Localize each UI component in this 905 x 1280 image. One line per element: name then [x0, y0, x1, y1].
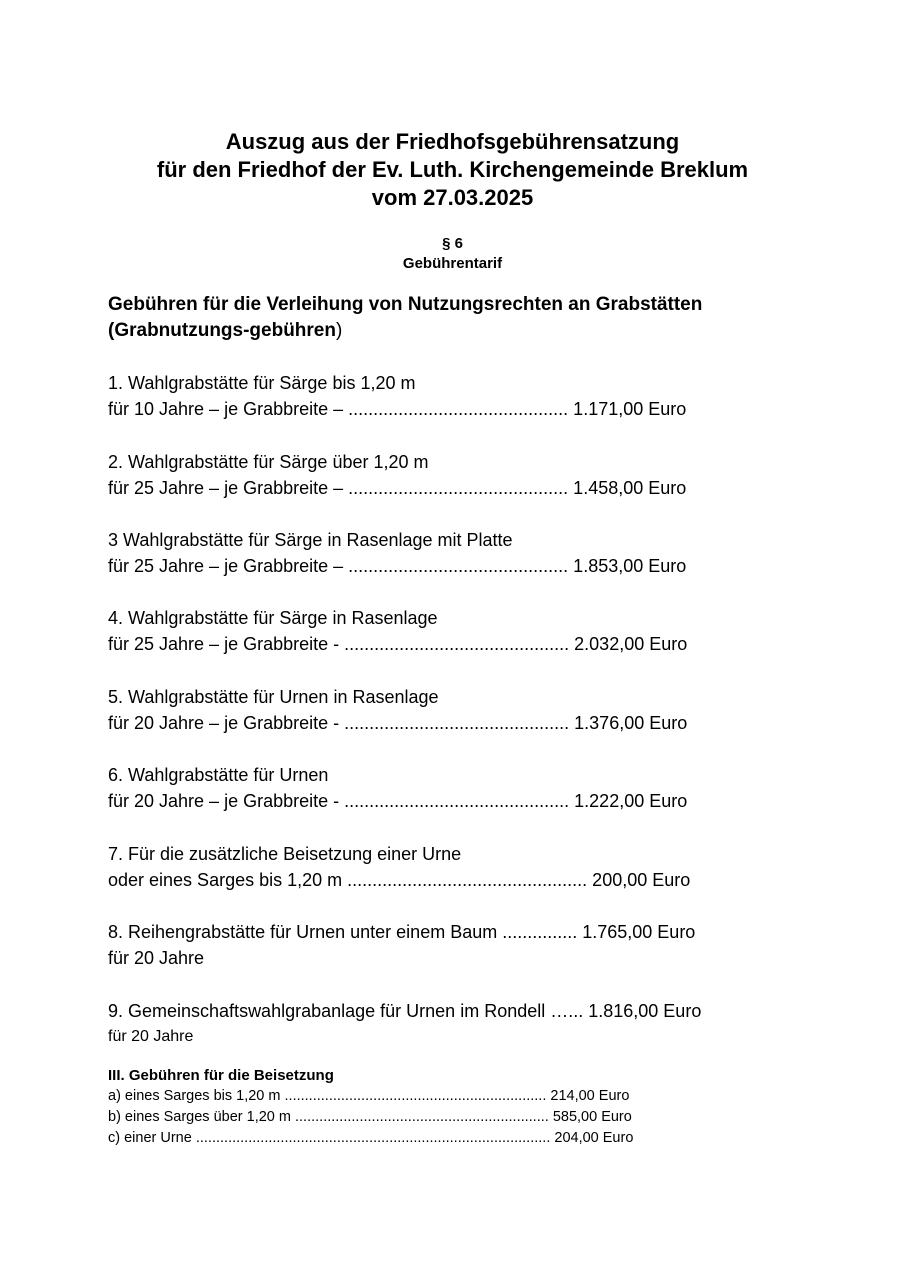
heading-line-2-text: (Grabnutzungs-gebühren	[108, 320, 336, 341]
fee-item-1	[108, 370, 798, 422]
heading-line-1: Gebühren für die Verleihung von Nutzungsrechten an Grabstätten	[108, 294, 703, 315]
burial-fees-title: III. Gebühren für die Beisetzung	[108, 1067, 334, 1084]
section-number: § 6	[442, 235, 463, 252]
fee-item-price-line: für 20 Jahre – je Grabbreite - ............................................. 1.222,00 Euro	[108, 791, 688, 811]
title-line-1: Auszug aus der Friedhofsgebührensatzung	[225, 129, 680, 154]
section-name: Gebührentarif	[402, 255, 503, 272]
fee-item-description: 7. Für die zusätzliche Beisetzung einer Urne	[108, 844, 462, 864]
section-header	[0, 234, 905, 274]
fee-item-price-line: für 20 Jahre – je Grabbreite - ............................................. 1.376,00 Euro	[108, 713, 688, 733]
heading-line-2	[108, 318, 808, 344]
fees-heading	[108, 292, 808, 344]
fee-item-8	[108, 919, 798, 971]
fee-item-3	[108, 527, 798, 579]
fee-item-description: 3 Wahlgrabstätte für Särge in Rasenlage mit Platte	[108, 530, 513, 550]
fee-item-5	[108, 684, 798, 736]
title-line-3: vom 27.03.2025	[371, 185, 534, 210]
fee-item-description: 2. Wahlgrabstätte für Särge über 1,20 m	[108, 452, 429, 472]
fee-item-duration: für 20 Jahre	[108, 1028, 194, 1045]
fee-item-description: 4. Wahlgrabstätte für Särge in Rasenlage	[108, 608, 438, 628]
burial-fee-line-c: c) einer Urne ........................................................................................ 204,00 Euro	[108, 1130, 634, 1146]
fee-item-price-line: 9. Gemeinschaftswahlgrabanlage für Urnen im Rondell …... 1.816,00 Euro	[108, 1001, 702, 1021]
fee-item-2	[108, 449, 798, 501]
fee-item-9	[108, 998, 798, 1050]
burial-fee-line-b: b) eines Sarges über 1,20 m ............................................................... 585,00 Euro	[108, 1109, 632, 1125]
fee-item-price-line: 8. Reihengrabstätte für Urnen unter einem Baum ............... 1.765,00 Euro	[108, 922, 696, 942]
fee-item-price-line: für 10 Jahre – je Grabbreite – ............................................ 1.171,00 Euro	[108, 399, 687, 419]
fee-item-price-line: für 25 Jahre – je Grabbreite – ............................................ 1.458,00 Euro	[108, 478, 687, 498]
fee-item-7	[108, 841, 798, 893]
fee-item-description: 1. Wahlgrabstätte für Särge bis 1,20 m	[108, 373, 416, 393]
fee-item-duration: für 20 Jahre	[108, 948, 205, 968]
document-title	[0, 128, 905, 212]
fee-item-description: 6. Wahlgrabstätte für Urnen	[108, 765, 329, 785]
fee-item-price-line: für 25 Jahre – je Grabbreite - ............................................. 2.032,00 Euro	[108, 634, 688, 654]
fee-item-6	[108, 762, 798, 814]
fee-item-price-line: für 25 Jahre – je Grabbreite – ............................................ 1.853,00 Euro	[108, 556, 687, 576]
title-line-2: für den Friedhof der Ev. Luth. Kirchengemeinde Breklum	[156, 157, 749, 182]
heading-line-2-paren: )	[335, 320, 343, 341]
burial-fee-line-a: a) eines Sarges bis 1,20 m ................................................................. 214,00 Euro	[108, 1088, 630, 1104]
fee-item-price-line: oder eines Sarges bis 1,20 m ................................................ 200,00 Euro	[108, 870, 691, 890]
fee-item-description: 5. Wahlgrabstätte für Urnen in Rasenlage	[108, 687, 439, 707]
fee-item-4	[108, 605, 798, 657]
